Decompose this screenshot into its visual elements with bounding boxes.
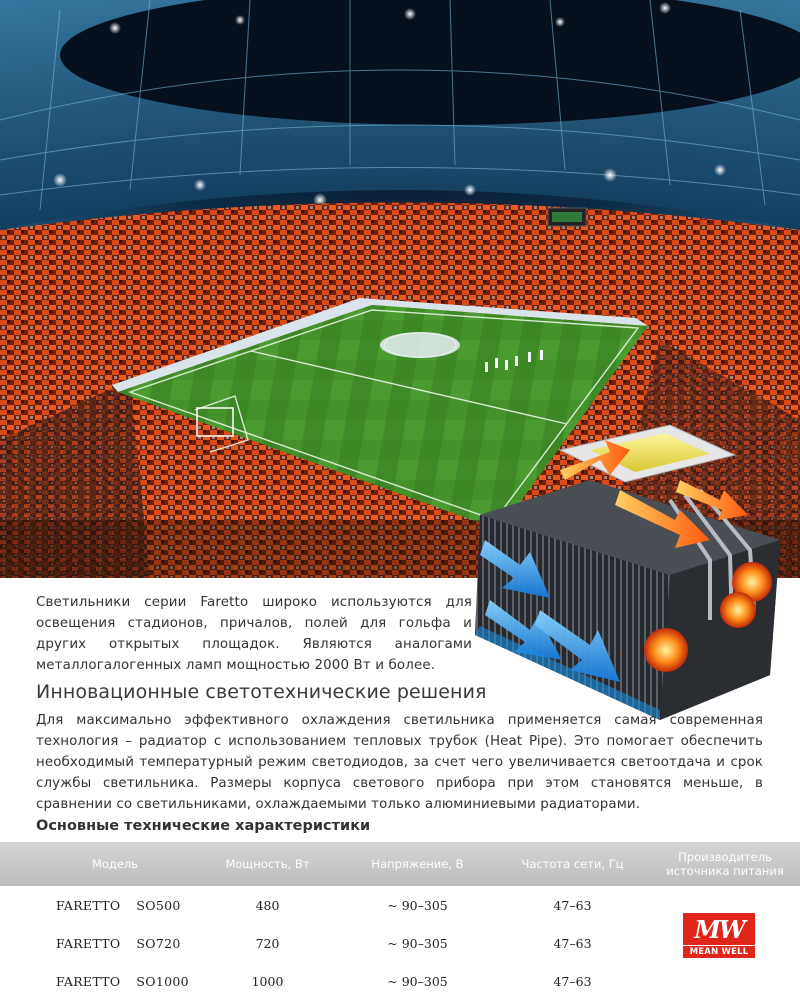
cell-voltage: ~ 90–305 bbox=[387, 973, 448, 989]
table-row bbox=[0, 924, 800, 962]
cell-power: 720 bbox=[255, 935, 280, 951]
cell-voltage: ~ 90–305 bbox=[387, 897, 448, 913]
mean-well-logo-mark: MW bbox=[683, 913, 755, 945]
mean-well-logo-name: MEAN WELL bbox=[683, 946, 755, 958]
model-series: FARETTO bbox=[56, 935, 121, 951]
cell-power: 480 bbox=[255, 897, 280, 913]
cell-model bbox=[40, 886, 190, 924]
section-title: Инновационные светотехнические решения bbox=[36, 681, 487, 703]
intro-paragraph: Светильники серии Faretto широко используются для освещения стадионов, причалов, полей для гольфа и других открытых площадок. Являются аналогами металлогалогенных ламп мощностью 2000 Вт и более. bbox=[36, 595, 472, 673]
spec-table-header bbox=[0, 842, 800, 886]
cell-model bbox=[40, 962, 190, 1000]
cell-model bbox=[40, 924, 190, 962]
spec-table bbox=[0, 842, 800, 1000]
table-row bbox=[0, 962, 800, 1000]
model-series: FARETTO bbox=[56, 897, 121, 913]
mean-well-logo bbox=[683, 913, 755, 957]
header-psu-line1: Производитель bbox=[678, 850, 772, 864]
model-code: SO1000 bbox=[136, 973, 189, 989]
model-code: SO500 bbox=[136, 897, 181, 913]
cell-frequency: 47–63 bbox=[553, 973, 592, 989]
header-frequency: Частота сети, Гц bbox=[521, 857, 624, 871]
specs-title: Основные технические характеристики bbox=[36, 818, 371, 834]
model-series: FARETTO bbox=[56, 973, 121, 989]
cell-frequency: 47–63 bbox=[553, 935, 592, 951]
header-model: Модель bbox=[91, 857, 139, 871]
heat-pipe-radiator-illustration bbox=[470, 420, 800, 720]
section-body-paragraph: Для максимально эффективного охлаждения светильника применяется самая современная технология – радиатор с использованием тепловых трубок (Heat Pipe). Это помогает обеспечить необходимый температурный режим светодиодов, за счет чего увеличивается светоотдача и срок службы светильника. Размеры корпуса светового прибора при этом становятся меньше, в сравнении со светильниками, охлаждаемыми только алюминиевыми радиаторами. bbox=[36, 713, 763, 812]
header-psu bbox=[655, 842, 795, 886]
header-voltage: Напряжение, В bbox=[371, 857, 464, 871]
cell-voltage: ~ 90–305 bbox=[387, 935, 448, 951]
header-power: Мощность, Вт bbox=[225, 857, 310, 871]
table-row bbox=[0, 886, 800, 924]
model-code: SO720 bbox=[136, 935, 181, 951]
header-psu-line2: источника питания bbox=[666, 864, 784, 878]
cell-power: 1000 bbox=[251, 973, 284, 989]
cell-frequency: 47–63 bbox=[553, 897, 592, 913]
